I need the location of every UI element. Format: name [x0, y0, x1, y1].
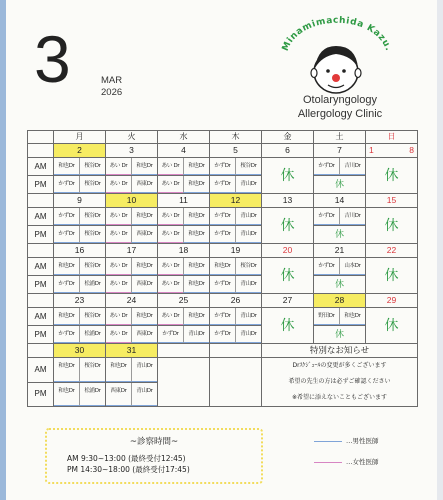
doctor-name: あい Dr: [158, 308, 183, 325]
doctor-name: あい Dr: [106, 326, 131, 343]
date-cell: 31: [106, 344, 158, 358]
closed-cell: 休: [262, 158, 314, 194]
hours-title: ~診察時間~: [129, 437, 179, 447]
doctor-name: あい Dr: [106, 308, 131, 325]
doctor-cell: [54, 276, 106, 294]
notice-box: [262, 358, 418, 407]
doctor-cell: [158, 208, 210, 226]
hours-am: AM 9:30~13:00 (最終受付12:45): [67, 454, 186, 463]
am-row-week5: [28, 358, 418, 383]
doctor-name: 青山Dr: [131, 383, 157, 407]
logo-arc-text: Minamimachida Kazu.: [280, 15, 394, 53]
doctor-cell: [54, 326, 106, 344]
month-name: MAR: [101, 75, 123, 86]
doctor-cell: [210, 326, 262, 344]
closed-cell: 休: [366, 308, 418, 344]
clinic-logo: [274, 10, 399, 106]
doctor-name: 青山Dr: [235, 326, 261, 343]
doctor-cell: [158, 176, 210, 194]
date-cell: 24: [106, 294, 158, 308]
closed-cell: 休: [262, 258, 314, 294]
doctor-name: あい Dr: [106, 208, 131, 225]
doctor-cell: [314, 258, 366, 276]
doctor-name: 和也Dr: [183, 176, 209, 193]
date-cell: 10: [106, 194, 158, 208]
notice-line: Drｽｹｼﾞｭｰﾙの変更が多くございます: [292, 362, 387, 369]
pm-label: PM: [28, 226, 54, 244]
doctor-cell: [54, 158, 106, 176]
date-row-week5: [28, 344, 418, 358]
notice-line: ※希望に添えないこともございます: [291, 394, 388, 401]
doctor-cell: [106, 158, 158, 176]
doctor-name: 吉川Dr: [339, 208, 365, 225]
schedule-calendar: [27, 130, 418, 407]
am-row-week4: [28, 308, 418, 326]
doctor-cell: [158, 158, 210, 176]
date-cell-sun: 22: [366, 244, 418, 258]
doctor-name: 和也Dr: [54, 308, 79, 325]
am-row-week3: [28, 258, 418, 276]
doctor-cell: [158, 326, 210, 344]
doctor-name: かずDr: [210, 326, 235, 343]
doctor-name: あい Dr: [106, 158, 131, 175]
doctor-cell: [106, 326, 158, 344]
doctor-name: かずDr: [210, 276, 235, 293]
doctor-name: 和也Dr: [131, 158, 157, 175]
doctor-cell: [54, 358, 106, 383]
closed-cell: 休: [262, 208, 314, 244]
doctor-cell: [210, 308, 262, 326]
doctor-name: かずDr: [54, 226, 79, 243]
doctor-name: 和也Dr: [183, 226, 209, 243]
date-row-spacer: [28, 294, 54, 308]
doctor-name: 西東Dr: [131, 176, 157, 193]
doctor-name: 和也Dr: [106, 358, 131, 382]
doctor-cell: [54, 208, 106, 226]
date-cell: 12: [210, 194, 262, 208]
date-cell: 25: [158, 294, 210, 308]
am-row-week1: [28, 158, 418, 176]
weekday-thu: 木: [210, 131, 262, 144]
doctor-cell: [54, 226, 106, 244]
empty-cell: [210, 344, 262, 358]
doctor-name: あい Dr: [158, 208, 183, 225]
doctor-cell: [314, 208, 366, 226]
empty-cell: [210, 358, 262, 407]
notice-title: 特別なお知らせ: [262, 344, 418, 358]
pm-label: PM: [28, 326, 54, 344]
notice-line: 希望の先生の方は必ずご確認ください: [288, 378, 391, 385]
year: 2026: [101, 87, 123, 98]
am-label: AM: [28, 158, 54, 176]
doctor-name: 和也Dr: [131, 208, 157, 225]
doctor-name: 吉川Dr: [339, 158, 365, 175]
date-cell: 13: [262, 194, 314, 208]
doctor-name: 桜谷Dr: [235, 158, 261, 175]
doctor-cell: [106, 276, 158, 294]
doctor-name: かずDr: [54, 326, 79, 343]
doctor-cell: [210, 276, 262, 294]
date-cell: 27: [262, 294, 314, 308]
date-sun-prev: 1: [369, 145, 374, 155]
date-cell: 11: [158, 194, 210, 208]
date-cell-sun: 29: [366, 294, 418, 308]
doctor-name: 青山Dr: [235, 176, 261, 193]
doctor-cell: [106, 308, 158, 326]
doctor-name: あい Dr: [106, 176, 131, 193]
doctor-name: 和也Dr: [131, 308, 157, 325]
doctor-name: 山本Dr: [339, 258, 365, 275]
doctor-name: かずDr: [210, 226, 235, 243]
doctor-cell: [54, 258, 106, 276]
pm-row-week4: [28, 326, 418, 344]
doctor-name: 和也Dr: [210, 258, 235, 275]
doctor-name: かずDr: [314, 258, 339, 275]
date-cell: 19: [210, 244, 262, 258]
doctor-name: 桜谷Dr: [79, 226, 105, 243]
doctor-cell: [106, 258, 158, 276]
doctor-cell: [210, 258, 262, 276]
doctor-cell: [106, 226, 158, 244]
am-label: AM: [28, 308, 54, 326]
doctor-name: かずDr: [54, 276, 79, 293]
date-row-spacer: [28, 144, 54, 158]
doctor-cell: [158, 226, 210, 244]
pm-label: PM: [28, 276, 54, 294]
doctor-name: かずDr: [314, 158, 339, 175]
doctor-name: かずDr: [210, 176, 235, 193]
closed-cell: 休: [366, 208, 418, 244]
weekday-tue: 火: [106, 131, 158, 144]
date-cell-sun: 15: [366, 194, 418, 208]
doctor-name: かずDr: [210, 208, 235, 225]
date-sun: 8: [409, 145, 414, 155]
date-cell: 23: [54, 294, 106, 308]
pm-row-week2: [28, 226, 418, 244]
doctor-name: 桜谷Dr: [79, 176, 105, 193]
doctor-name: 青山Dr: [235, 308, 261, 325]
date-cell: 9: [54, 194, 106, 208]
doctor-cell: [54, 382, 106, 407]
empty-cell: [158, 344, 210, 358]
doctor-name: 松浦Dr: [79, 383, 105, 407]
pm-row-week3: [28, 276, 418, 294]
sat-pm-closed: 休: [314, 276, 366, 294]
doctor-name: 西東Dr: [131, 326, 157, 343]
date-cell: 21: [314, 244, 366, 258]
am-label: AM: [28, 258, 54, 276]
doctor-cell: [54, 176, 106, 194]
doctor-name: かずDr: [314, 208, 339, 225]
doctor-name: 桜谷Dr: [79, 158, 105, 175]
doctor-name: かずDr: [210, 158, 235, 175]
closed-cell: 休: [262, 308, 314, 344]
doctor-cell: [158, 258, 210, 276]
doctor-name: 青山Dr: [235, 208, 261, 225]
doctor-name: 和也Dr: [54, 258, 79, 275]
doctor-cell: [158, 276, 210, 294]
doctor-name: 桜谷Dr: [235, 258, 261, 275]
doctor-name: 和也Dr: [183, 276, 209, 293]
doctor-name: 和也Dr: [183, 308, 209, 325]
doctor-name: 青山Dr: [183, 326, 209, 343]
date-cell: 3: [106, 144, 158, 158]
doctor-name: 青山Dr: [235, 226, 261, 243]
doctor-cell: [210, 208, 262, 226]
doctor-cell: [314, 158, 366, 176]
date-cell: 7: [314, 144, 366, 158]
doctor-name: 西東Dr: [131, 226, 157, 243]
month-number: 3: [34, 22, 71, 96]
doctor-cell: [210, 176, 262, 194]
doctor-name: 和也Dr: [54, 158, 79, 175]
sat-pm-closed: 休: [314, 226, 366, 244]
doctor-name: 桜谷Dr: [79, 358, 105, 382]
am-label: AM: [28, 208, 54, 226]
doctor-name: 和也Dr: [54, 358, 79, 382]
legend-female-line: [314, 462, 342, 463]
doctor-cell: [106, 382, 158, 407]
date-row-week3: [28, 244, 418, 258]
doctor-name: 和也Dr: [54, 383, 79, 407]
doctor-name: 和也Dr: [183, 158, 209, 175]
date-cell: 4: [158, 144, 210, 158]
doctor-name: あい Dr: [106, 276, 131, 293]
doctor-name: 西東Dr: [131, 276, 157, 293]
pm-label: PM: [28, 176, 54, 194]
date-cell: 26: [210, 294, 262, 308]
date-cell: 6: [262, 144, 314, 158]
doctor-name: あい Dr: [158, 158, 183, 175]
doctor-name: 桜谷Dr: [79, 308, 105, 325]
doctor-cell: [106, 176, 158, 194]
weekday-header-row: [28, 131, 418, 144]
doctor-name: 野田Dr: [314, 308, 339, 325]
date-row-spacer: [28, 194, 54, 208]
doctor-name: あい Dr: [158, 176, 183, 193]
pm-label: PM: [28, 382, 54, 407]
doctor-name: 和也Dr: [339, 308, 365, 325]
weekday-wed: 水: [158, 131, 210, 144]
hours-pm: PM 14:30~18:00 (最終受付17:45): [67, 465, 190, 474]
weekday-fri: 金: [262, 131, 314, 144]
weekday-sun: 日: [366, 131, 418, 144]
doctor-cell: [210, 158, 262, 176]
consultation-hours-box: [45, 428, 263, 484]
date-cell: 30: [54, 344, 106, 358]
doctor-name: あい Dr: [158, 226, 183, 243]
date-cell-holiday: 20: [262, 244, 314, 258]
clinic-name-line-2: Allergology Clinic: [297, 108, 383, 120]
date-row-spacer: [28, 244, 54, 258]
face-icon: [311, 46, 361, 93]
doctor-cell: [106, 358, 158, 383]
doctor-name: 青山Dr: [131, 358, 157, 382]
doctor-name: 和也Dr: [183, 208, 209, 225]
doctor-name: 和也Dr: [183, 258, 209, 275]
doctor-name: 和也Dr: [131, 258, 157, 275]
doctor-cell: [314, 308, 366, 326]
date-row-week4: [28, 294, 418, 308]
date-cell: 2: [54, 144, 106, 158]
empty-cell: [158, 358, 210, 407]
doctor-name: 松浦Dr: [79, 326, 105, 343]
date-cell: 14: [314, 194, 366, 208]
doctor-cell: [158, 308, 210, 326]
date-row-week1: [28, 144, 418, 158]
closed-cell: 休: [366, 258, 418, 294]
doctor-name: かずDr: [54, 176, 79, 193]
legend-male-line: [314, 441, 342, 442]
doctor-name: あい Dr: [158, 258, 183, 275]
date-cell: 18: [158, 244, 210, 258]
doctor-name: 松浦Dr: [79, 276, 105, 293]
doctor-cell: [106, 208, 158, 226]
sat-pm-closed: 休: [314, 326, 366, 344]
date-row-spacer: [28, 344, 54, 358]
doctor-name: 桜谷Dr: [79, 258, 105, 275]
weekday-sat: 土: [314, 131, 366, 144]
doctor-cell: [210, 226, 262, 244]
doctor-name: あい Dr: [158, 276, 183, 293]
clinic-name-line-1: Otolaryngology: [303, 94, 377, 106]
date-row-week2: [28, 194, 418, 208]
doctor-name: あい Dr: [106, 226, 131, 243]
date-cell: 5: [210, 144, 262, 158]
doctor-name: 桜谷Dr: [79, 208, 105, 225]
date-cell-sun: [366, 144, 418, 158]
doctor-name: あい Dr: [106, 258, 131, 275]
doctor-name: 西東Dr: [106, 383, 131, 407]
doctor-name: かずDr: [54, 208, 79, 225]
closed-cell: 休: [366, 158, 418, 194]
sat-pm-closed: 休: [314, 176, 366, 194]
legend-male-text: …男性医師: [346, 437, 379, 445]
am-row-week2: [28, 208, 418, 226]
doctor-name: 青山Dr: [235, 276, 261, 293]
corner-cell: [28, 131, 54, 144]
doctor-cell: [54, 308, 106, 326]
legend-female-text: …女性医師: [346, 458, 379, 466]
date-cell: 16: [54, 244, 106, 258]
am-label: AM: [28, 358, 54, 383]
doctor-name: かずDr: [210, 308, 235, 325]
weekday-mon: 月: [54, 131, 106, 144]
date-cell: 17: [106, 244, 158, 258]
date-cell: 28: [314, 294, 366, 308]
pm-row-week1: [28, 176, 418, 194]
doctor-name: かずDr: [158, 326, 183, 343]
